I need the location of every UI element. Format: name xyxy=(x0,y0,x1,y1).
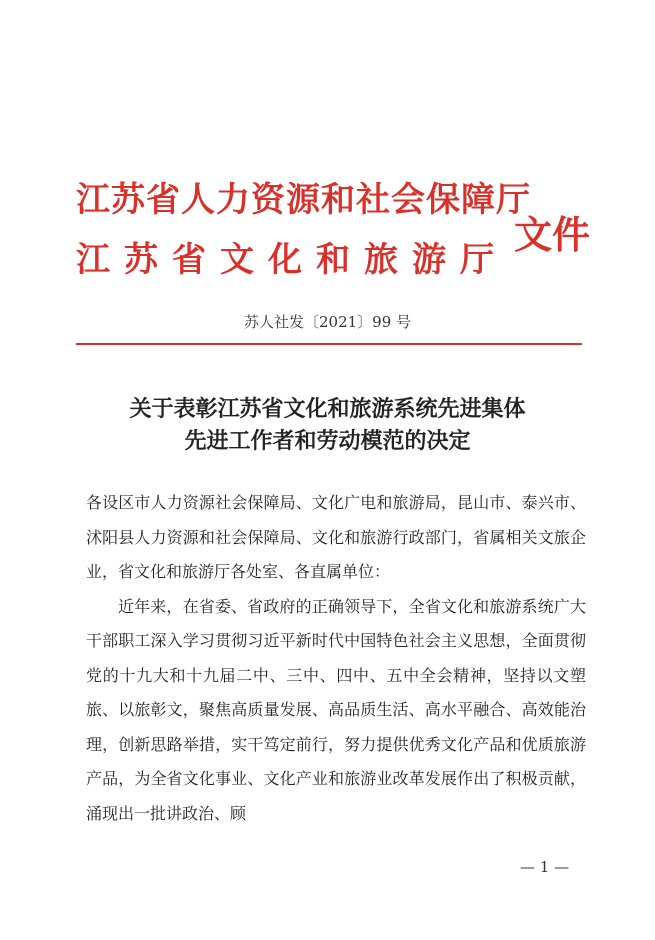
page-number: — 1 — xyxy=(520,858,570,876)
document-type-label: 文件 xyxy=(514,212,591,257)
addressees-paragraph: 各设区市人力资源社会保障局、文化广电和旅游局，昆山市、泰兴市、沭阳县人力资源和社会保障局、文化和旅游行政部门，省属相关文旅企业，省文化和旅游厅各处室、各直属单位： xyxy=(86,493,586,581)
document-header xyxy=(76,160,606,290)
body-paragraph-1: 近年来，在省委、省政府的正确领导下，全省文化和旅游系统广大干部职工深入学习贯彻习近平新时代中国特色社会主义思想，全面贯彻党的十九大和十九届二中、三中、四中、五中全会精神，坚持以文塑旅、以旅彰文，聚焦高质量发展、高品质生活、高水平融合、高效能治理，创新思路举措，实干笃定前行，努力提供优秀文化产品和优质旅游产品，为全省文化事业、文化产业和旅游业改革发展作出了积极贡献，涌现出一批讲政治、顾 xyxy=(86,596,586,823)
document-title-line-1: 关于表彰江苏省文化和旅游系统先进集体 xyxy=(129,396,526,422)
document-number: 苏人社发〔2021〕99 号 xyxy=(243,313,412,331)
red-divider-line xyxy=(76,343,582,345)
document-title-line-2: 先进工作者和劳动模范的决定 xyxy=(184,428,471,454)
issuer-name-hrss: 江苏省人力资源和社会保障厅 xyxy=(76,180,531,220)
document-body xyxy=(86,486,586,831)
issuer-name-culture-tourism: 江苏省文化和旅游厅 xyxy=(76,240,508,280)
